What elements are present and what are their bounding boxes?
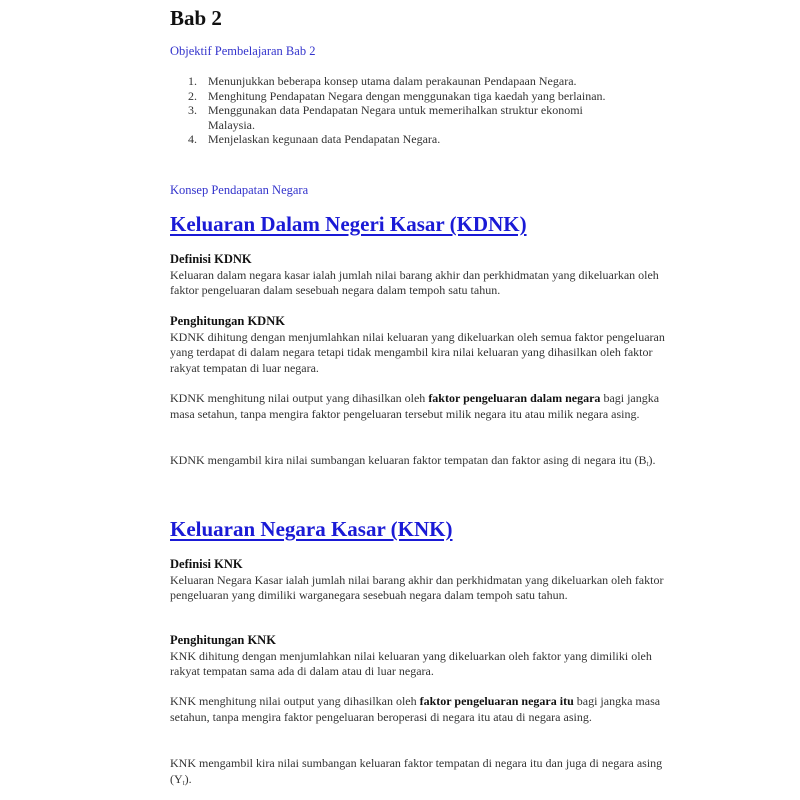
objective-item [170,132,668,147]
objective-number: 3. [188,103,197,117]
objective-item [170,103,628,132]
knk-para1-after: bagi jangka masa setahun, tanpa mengira faktor pengeluaran beroperasi di negara itu atau di negara asing. [170,694,661,724]
knk-paragraph-contribution [170,756,670,791]
knk-para1-bold: faktor pengeluaran negara itu [419,694,574,708]
objectives-list [170,74,668,147]
knk-definition-text: Keluaran Negara Kasar ialah jumlah nilai barang akhir dan perkhidmatan yang dikeluarkan oleh faktor pengeluaran yang dimiliki warganegara sesebuah negara dalam tempoh satu tahun. [170,572,664,602]
kdnk-calc-text: KDNK dihitung dengan menjumlahkan nilai keluaran yang dikeluarkan oleh semua faktor pengeluaran yang terdapat di dalam negara tetapi tidak mengambil kira nilai keluaran yang dihasilkan oleh faktor rakyat tempatan di luar negara. [170,329,665,375]
chapter-title: Bab 2 [170,6,222,30]
objective-text: Menghitung Pendapatan Negara dengan menggunakan tiga kaedah yang berlainan. [208,88,606,103]
objectives-heading: Objektif Pembelajaran Bab 2 [170,44,316,58]
kdnk-para2-subscript: t [646,460,649,468]
kdnk-para1-before: KDNK menghitung nilai output yang dihasilkan oleh [170,391,429,405]
kdnk-para2-after: ). [648,453,656,467]
kdnk-para1-after: bagi jangka masa setahun, tanpa mengira faktor pengeluaran tersebut milik negara itu atau milik negara asing. [170,391,660,421]
knk-definition-title: Definisi KNK [170,557,243,571]
kdnk-paragraph-output [170,391,670,422]
kdnk-definition-title: Definisi KDNK [170,252,252,266]
kdnk-heading-link[interactable]: Keluaran Dalam Negeri Kasar (KDNK) [170,212,527,236]
knk-para2-after: ). [184,771,192,786]
knk-definition [170,557,670,604]
knk-para2-before: KNK mengambil kira nilai sumbangan keluaran faktor tempatan di negara itu dan juga di negara asing (Y [170,756,663,786]
kdnk-para1-bold: faktor pengeluaran dalam negara [428,391,601,405]
objective-number: 4. [188,132,197,146]
objective-text: Menggunakan data Pendapatan Negara untuk memerihalkan struktur ekonomi Malaysia. [208,103,583,132]
concept-heading: Konsep Pendapatan Negara [170,183,309,197]
kdnk-calculation [170,314,670,376]
knk-calculation [170,633,670,680]
objective-item [170,89,668,104]
objective-number: 2. [188,88,197,103]
knk-paragraph-output [170,694,670,725]
knk-para1-before: KNK menghitung nilai output yang dihasilkan oleh [170,694,420,708]
kdnk-definition-text: Keluaran dalam negara kasar ialah jumlah nilai barang akhir dan perkhidmatan yang dikeluarkan oleh faktor pengeluaran dalam sesebuah negara dalam tempoh satu tahun. [170,267,659,297]
objective-number: 1. [188,74,197,88]
kdnk-calc-title: Penghitungan KDNK [170,314,285,328]
objective-text: Menjelaskan kegunaan data Pendapatan Negara. [208,132,441,146]
knk-calc-text: KNK dihitung dengan menjumlahkan nilai keluaran yang dikeluarkan oleh faktor yang dimiliki oleh rakyat tempatan sama ada di dalam atau di luar negara. [170,648,652,678]
objective-text: Menunjukkan beberapa konsep utama dalam perakaunan Pendapaan Negara. [208,74,577,88]
kdnk-definition [170,252,670,299]
knk-heading-link[interactable]: Keluaran Negara Kasar (KNK) [170,517,453,541]
knk-para2-subscript: t [182,778,185,787]
objective-item [170,74,668,89]
knk-calc-title: Penghitungan KNK [170,633,276,647]
kdnk-paragraph-contribution [170,453,670,473]
kdnk-para2-before: KDNK mengambil kira nilai sumbangan keluaran faktor tempatan dan faktor asing di negara itu (B [170,453,647,467]
